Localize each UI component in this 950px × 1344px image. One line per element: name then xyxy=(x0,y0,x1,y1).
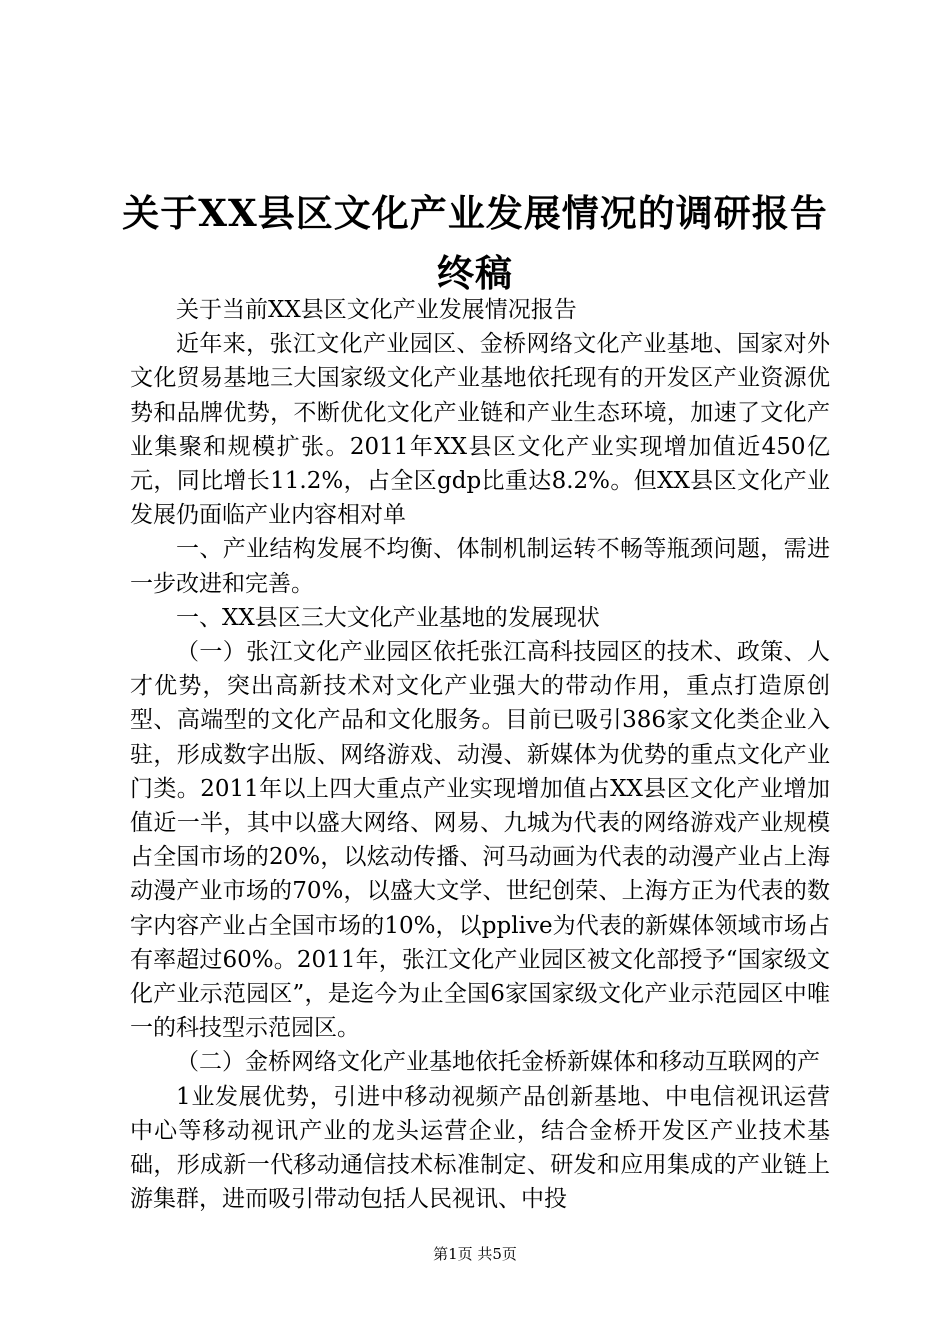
paragraph-intro: 近年来，张江文化产业园区、金桥网络文化产业基地、国家对外文化贸易基地三大国家级文化产业基地依托现有的开发区产业资源优势和品牌优势，不断优化文化产业链和产业生态环境，加速了文化产业集聚和规模扩张。2011年XX县区文化产业实现增加值近450亿元，同比增长11.2%，占全区gdp比重达8.2%。但XX县区文化产业发展仍面临产业内容相对单 xyxy=(130,331,830,529)
paragraph-jinqiao: （二）金桥网络文化产业基地依托金桥新媒体和移动互联网的产 xyxy=(176,1049,820,1076)
paragraph-problems: 一、产业结构发展不均衡、体制机制运转不畅等瓶颈问题，需进一步改进和完善。 xyxy=(130,536,830,597)
paragraph-jinqiao-continued: 1业发展优势，引进中移动视频产品创新基地、中电信视讯运营中心等移动视讯产业的龙头运营企业，结合金桥开发区产业技术基础，形成新一代移动通信技术标准制定、研发和应用集成的产业链上游集群，进而吸引带动包括人民视讯、中投 xyxy=(130,1083,830,1213)
page-footer: 第1页 共5页 xyxy=(433,1245,517,1263)
section-heading-current-status: 一、XX县区三大文化产业基地的发展现状 xyxy=(176,604,600,631)
paragraph-zhangjiang: （一）张江文化产业园区依托张江高科技园区的技术、政策、人才优势，突出高新技术对文化产业强大的带动作用，重点打造原创型、高端型的文化产品和文化服务。目前已吸引386家文化类企业入驻，形成数字出版、网络游戏、动漫、新媒体为优势的重点文化产业门类。2011年以上四大重点产业实现增加值占XX县区文化产业增加值近一半，其中以盛大网络、网易、九城为代表的网络游戏产业规模占全国市场的20%，以炫动传播、河马动画为代表的动漫产业占上海动漫产业市场的70%，以盛大文学、世纪创荣、上海方正为代表的数字内容产业占全国市场的10%，以pplive为代表的新媒体领域市场占有率超过60%。2011年，张江文化产业园区被文化部授予“国家级文化产业示范园区”，是迄今为止全国6家国家级文化产业示范园区中唯一的科技型示范园区。 xyxy=(130,639,830,1042)
document-title: 关于XX县区文化产业发展情况的调研报告终稿 xyxy=(122,191,828,295)
paragraph-report-subtitle: 关于当前XX县区文化产业发展情况报告 xyxy=(176,297,577,323)
document-body xyxy=(130,293,830,1216)
